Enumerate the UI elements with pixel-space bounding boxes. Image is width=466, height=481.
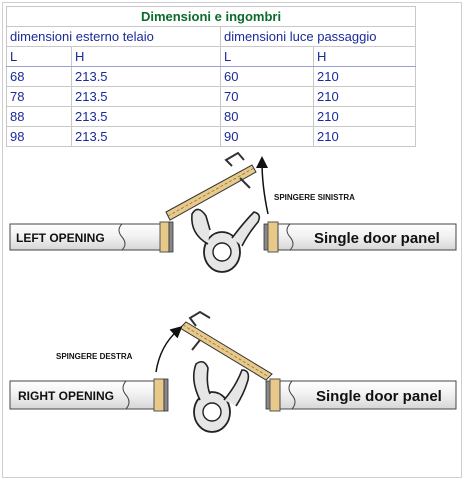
person-top-view-icon <box>192 209 260 272</box>
cell: 210 <box>314 127 416 147</box>
col-header-h-frame: H <box>72 47 221 67</box>
group-header-passage: dimensioni luce passaggio <box>221 27 416 47</box>
cell: 213.5 <box>72 87 221 107</box>
door-leaf-left <box>166 165 256 220</box>
curved-push-arrow-icon <box>262 162 268 214</box>
cell: 80 <box>221 107 314 127</box>
cell: 68 <box>7 67 72 87</box>
col-header-l-passage: L <box>221 47 314 67</box>
cell: 90 <box>221 127 314 147</box>
right-opening-label: RIGHT OPENING <box>18 389 115 403</box>
cell: 210 <box>314 107 416 127</box>
right-opening-diagram <box>10 312 456 432</box>
left-opening-diagram <box>10 153 456 272</box>
cell: 210 <box>314 87 416 107</box>
cell: 213.5 <box>72 127 221 147</box>
cell: 60 <box>221 67 314 87</box>
cell: 98 <box>7 127 72 147</box>
cell: 78 <box>7 87 72 107</box>
cell: 70 <box>221 87 314 107</box>
person-top-view-icon <box>194 362 249 432</box>
push-right-label: SPINGERE DESTRA <box>56 352 133 361</box>
left-panel-label: Single door panel <box>314 230 440 247</box>
left-opening-label: LEFT OPENING <box>16 231 105 245</box>
cell: 213.5 <box>72 67 221 87</box>
table-title: Dimensioni e ingombri <box>7 7 416 27</box>
col-header-l-frame: L <box>7 47 72 67</box>
right-panel-label: Single door panel <box>316 388 442 405</box>
push-left-label: SPINGERE SINISTRA <box>274 193 355 202</box>
col-header-h-passage: H <box>314 47 416 67</box>
group-header-frame: dimensioni esterno telaio <box>7 27 221 47</box>
cell: 210 <box>314 67 416 87</box>
cell: 213.5 <box>72 107 221 127</box>
cell: 88 <box>7 107 72 127</box>
curved-push-arrow-icon <box>156 330 178 372</box>
